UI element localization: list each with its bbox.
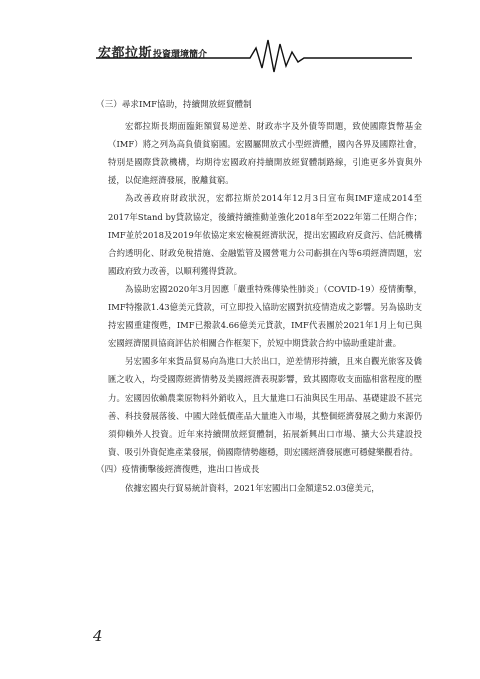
page-header [0, 0, 480, 80]
paragraph: 宏都拉斯長期面臨鉅額貿易逆差、財政赤字及外債等問題，致使國際貨幣基金（IMF）將之列為高負債貧窮國。宏國屬開放式小型經濟體，國內各界及國際社會，特別是國際貸款機構，均期待宏國政府持續開放經貿體制路線，引進更多外資與外援，以促進經濟發展，脫離貧窮。 [108, 121, 422, 186]
paragraph: 為協助宏國2020年3月因應「嚴重特殊傳染性肺炎」（COVID-19）疫情衝擊，IMF特撥款1.43億美元貸款，可立即投入協助宏國對抗疫情造成之影響。另為協助支持宏國重建復甦，IMF已撥款4.66億美元貸款，IMF代表團於2021年1月上旬已與宏國經濟閣員協商評估於相關合作框架下，於短中期貸款合約中協助重建計畫。 [108, 283, 422, 349]
section-heading: （四）疫情衝擊後經濟復甦，進出口皆成長 [96, 464, 260, 475]
header-title-sub: 投資環境簡介 [153, 50, 208, 60]
document-body [96, 96, 422, 497]
header-title-main: 宏都拉斯 [98, 46, 153, 61]
paragraph: 為改善政府財政狀況，宏都拉斯於2014年12月3日宣布與IMF達成2014至2017年Stand by貸款協定，後續持續推動並強化2018年至2022年第二任期合作；IMF並於2018及2019年依協定來宏檢視經濟狀況，提出宏國政府反貪污、信託機構合約透明化、財政免稅措施、金融監管及國營電力公司虧損在內等6項經濟問題，宏國政府致力改善，以順利獲得貸款。 [108, 193, 422, 276]
page-number: 4 [93, 627, 103, 645]
section-heading: （三）尋求IMF協助，持續開放經貿體制 [96, 100, 252, 110]
paragraph: 依據宏國央行貿易統計資料，2021年宏國出口金額達52.03億美元， [125, 482, 380, 493]
heartbeat-line-icon [0, 36, 480, 76]
paragraph: 另宏國多年來貨品貿易向為進口大於出口，逆差情形持續，且來自觀光旅客及僑匯之收入，均受國際經濟情勢及美國經濟表現影響，致其國際收支面臨相當程度的壓力。宏國因依賴農業原物料外銷收入，且大量進口石油與民生用品、基礎建設不甚完善、科技發展落後、中國大陸低價產品大量進入市場，其整個經濟發展之動力來源仍須仰賴外人投資。近年來持續開放經貿體制，拓展新興出口市場、擴大公共建設投資、吸引外資促進產業發展，倘國際情勢趨穩，則宏國經濟發展應可穩健樂觀看待。 [108, 356, 422, 457]
